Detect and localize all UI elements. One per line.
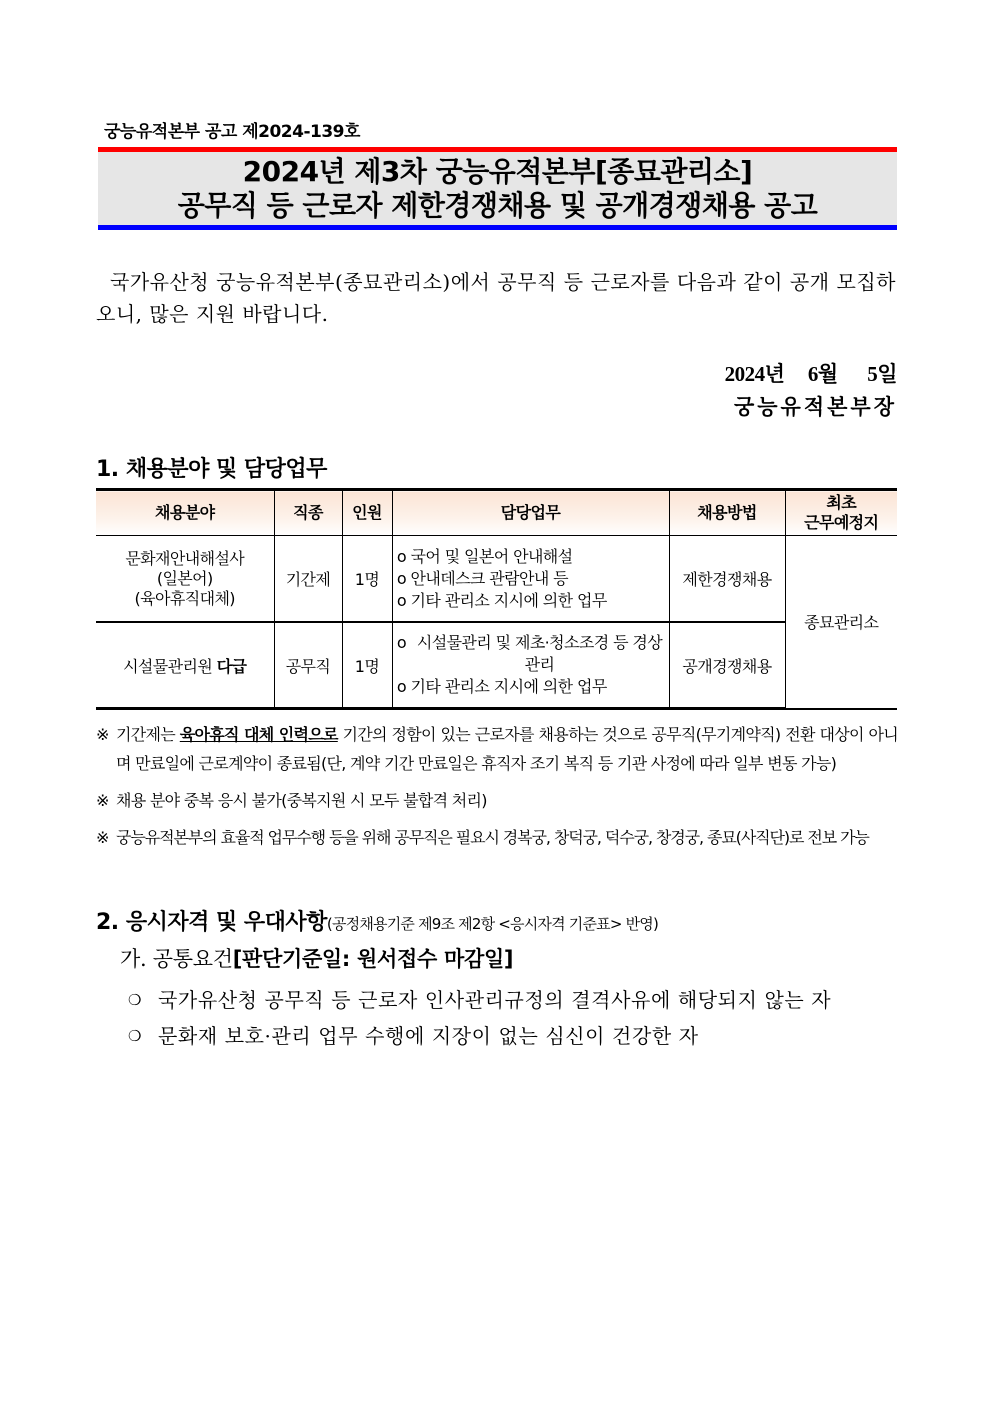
cell-duties — [392, 622, 669, 709]
intro-paragraph — [96, 266, 896, 330]
header-job-type: 직종 — [274, 490, 342, 536]
subsection-label: 가. 공통요건 — [120, 947, 233, 971]
note-item: ※ 채용 분야 중복 응시 불가(중복지원 시 모두 불합격 처리) — [96, 786, 898, 815]
field-grade: 다급 — [216, 656, 247, 676]
cell-duties — [392, 536, 669, 623]
header-method: 채용방법 — [669, 490, 785, 536]
date-year: 2024년 — [724, 362, 785, 386]
cell-method: 제한경쟁채용 — [669, 536, 785, 623]
cell-headcount: 1명 — [342, 536, 392, 623]
cell-job-type: 공무직 — [274, 622, 342, 709]
header-workplace-line1: 최초 — [826, 493, 857, 512]
section-1-title: 1. 채용분야 및 담당업무 — [96, 457, 327, 482]
emphasis: 육아휴직 대체 인력으로 — [179, 725, 338, 744]
duty-item: o 시설물관리 및 제초·청소조경 등 경상관리 — [393, 632, 669, 676]
date-month: 6월 — [807, 362, 838, 386]
title-banner — [98, 147, 897, 230]
duty-item: o 국어 및 일본어 안내해설 — [393, 546, 669, 568]
note-item: ※ 궁능유적본부의 효율적 업무수행 등을 위해 공무직은 필요시 경복궁, 창덕궁, 덕수궁, 창경궁, 종묘(사직단)로 전보 가능 — [96, 823, 898, 852]
title-line-2: 공무직 등 근로자 제한경쟁채용 및 공개경쟁채용 공고 — [177, 189, 818, 222]
notice-number: 궁능유적본부 공고 제2024-139호 — [104, 122, 360, 142]
table-header-row — [96, 490, 897, 536]
cell-field — [96, 622, 274, 709]
qualification-list — [128, 982, 898, 1054]
date-day: 5일 — [867, 362, 897, 386]
circle-bullet-icon: ❍ — [128, 991, 143, 1009]
signer: 궁능유적본부장 — [733, 394, 897, 419]
field-name: 문화재안내해설사 — [125, 548, 245, 568]
section-2-title — [96, 905, 658, 936]
bullet-icon: o — [396, 633, 407, 652]
header-workplace-line2: 근무예정지 — [804, 513, 879, 532]
list-item: ❍ 문화재 보호·관리 업무 수행에 지장이 없는 심신이 건강한 자 — [128, 1018, 898, 1054]
field-note: (육아휴직대체) — [134, 588, 235, 608]
list-item: ❍ 국가유산청 공무직 등 근로자 인사관리규정의 결격사유에 해당되지 않는 자 — [128, 982, 898, 1018]
cell-headcount: 1명 — [342, 622, 392, 709]
announcement-date — [725, 358, 897, 388]
reference-mark-icon: ※ — [96, 828, 109, 847]
title-line-1: 2024년 제3차 궁능유적본부[종묘관리소] — [242, 155, 753, 188]
section-2-note: (공정채용기준 제9조 제2항 <응시자격 기준표> 반영) — [326, 915, 659, 933]
section-2-heading: 2. 응시자격 및 우대사항 — [96, 910, 327, 935]
table-row — [96, 622, 897, 709]
bullet-icon: o — [396, 590, 407, 610]
notes — [96, 720, 898, 860]
bullet-icon: o — [396, 546, 407, 566]
subsection-criteria: [판단기준일: 원서접수 마감일] — [232, 947, 514, 971]
header-workplace — [785, 490, 897, 536]
duty-item: o 기타 관리소 지시에 의한 업무 — [393, 676, 669, 698]
subsection-a-title — [120, 943, 513, 973]
cell-field — [96, 536, 274, 623]
field-name: 시설물관리원 — [123, 656, 213, 676]
field-language: (일본어) — [156, 568, 213, 588]
header-field: 채용분야 — [96, 490, 274, 536]
note-item: ※ 기간제는 육아휴직 대체 인력으로 기간의 정함이 있는 근로자를 채용하는 것으로 공무직(무기계약직) 전환 대상이 아니며 만료일에 근로계약이 종료됨(단, 계약 기간 만료일은 휴직자 조기 복직 등 기관 사정에 따라 일부 변동 가능) — [96, 720, 898, 778]
reference-mark-icon: ※ — [96, 725, 109, 744]
table-row — [96, 536, 897, 623]
duty-item: o 기타 관리소 지시에 의한 업무 — [393, 590, 669, 612]
cell-workplace: 종묘관리소 — [785, 536, 897, 709]
circle-bullet-icon: ❍ — [128, 1027, 143, 1045]
header-headcount: 인원 — [342, 490, 392, 536]
cell-method: 공개경쟁채용 — [669, 622, 785, 709]
recruitment-table — [96, 488, 897, 710]
intro-text: 국가유산청 궁능유적본부(종묘관리소)에서 공무직 등 근로자를 다음과 같이 공개 모집하오니, 많은 지원 바랍니다. — [96, 270, 896, 326]
duty-item: o 안내데스크 관람안내 등 — [393, 568, 669, 590]
bullet-icon: o — [396, 677, 407, 696]
header-duties: 담당업무 — [392, 490, 669, 536]
bullet-icon: o — [396, 568, 407, 588]
reference-mark-icon: ※ — [96, 791, 109, 810]
cell-job-type: 기간제 — [274, 536, 342, 623]
